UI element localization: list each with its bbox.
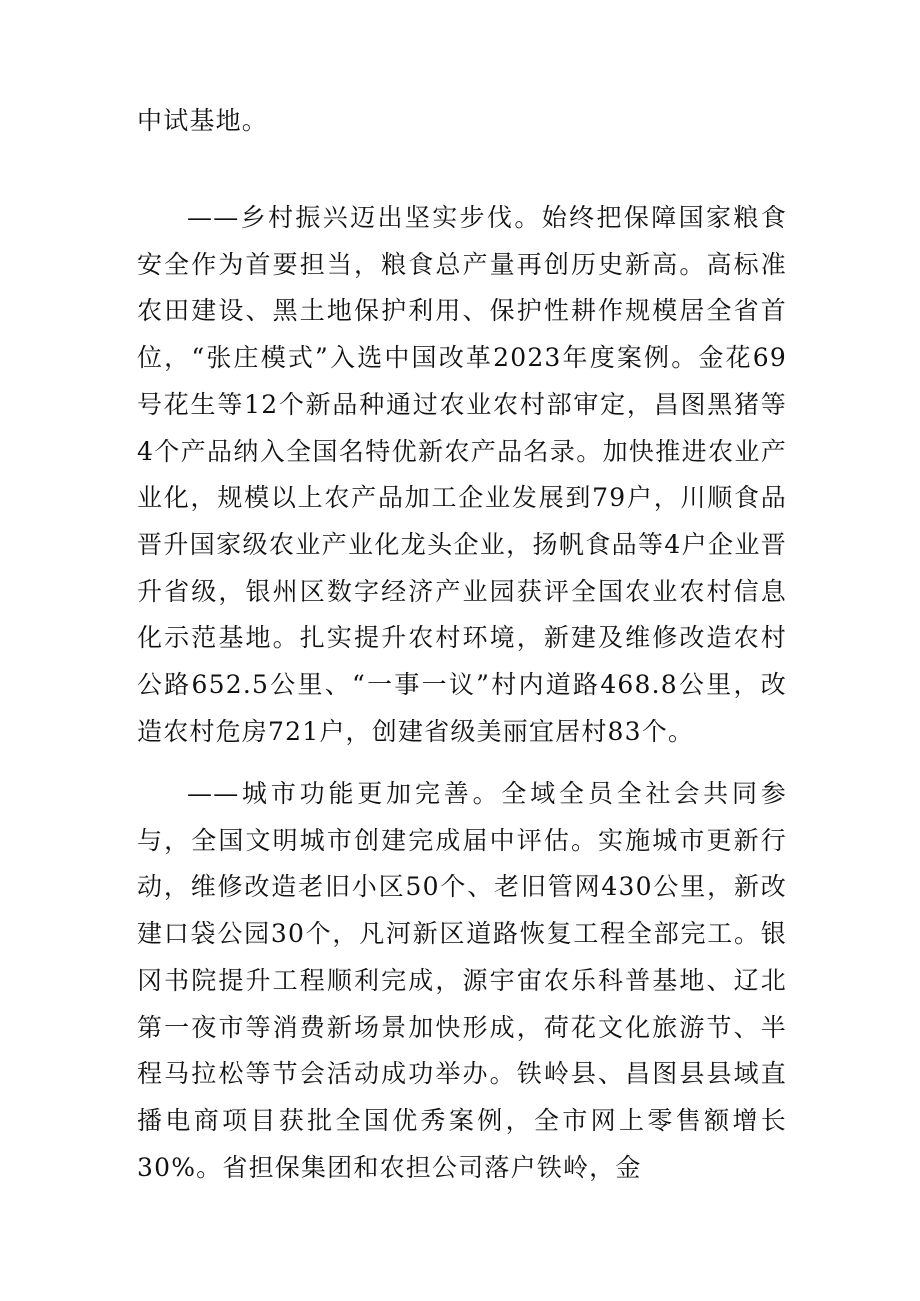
- paragraph-continuation: 中试基地。: [137, 106, 269, 135]
- paragraph-rural-revitalization: ——乡村振兴迈出坚实步伐。始终把保障国家粮食安全作为首要担当，粮食总产量再创历史新高。高标准农田建设、黑土地保护利用、保护性耕作规模居全省首位，“张庄模式”入选中国改革2023年度案例。金花69号花生等12个新品种通过农业农村部审定，昌图黑猪等4个产品纳入全国名特优新农产品名录。加快推进农业产业化，规模以上农产品加工企业发展到79户，川顺食品晋升国家级农业产业化龙头企业，扬帆食品等4户企业晋升省级，银州区数字经济产业园获评全国农业农村信息化示范基地。扎实提升农村环境，新建及维修改造农村公路652.5公里、“一事一议”村内道路468.8公里，改造农村危房721户，创建省级美丽宜居村83个。: [137, 203, 787, 746]
- paragraph-urban-function: ——城市功能更加完善。全域全员全社会共同参与，全国文明城市创建完成届中评估。实施城市更新行动，维修改造老旧小区50个、老旧管网430公里，新改建口袋公园30个，凡河新区道路恢复工程全部完工。银冈书院提升工程顺利完成，源宇宙农乐科普基地、辽北第一夜市等消费新场景加快形成，荷花文化旅游节、半程马拉松等节会活动成功举办。铁岭县、昌图县县域直播电商项目获批全国优秀案例，全市网上零售额增长30%。省担保集团和农担公司落户铁岭，金: [137, 779, 787, 1182]
